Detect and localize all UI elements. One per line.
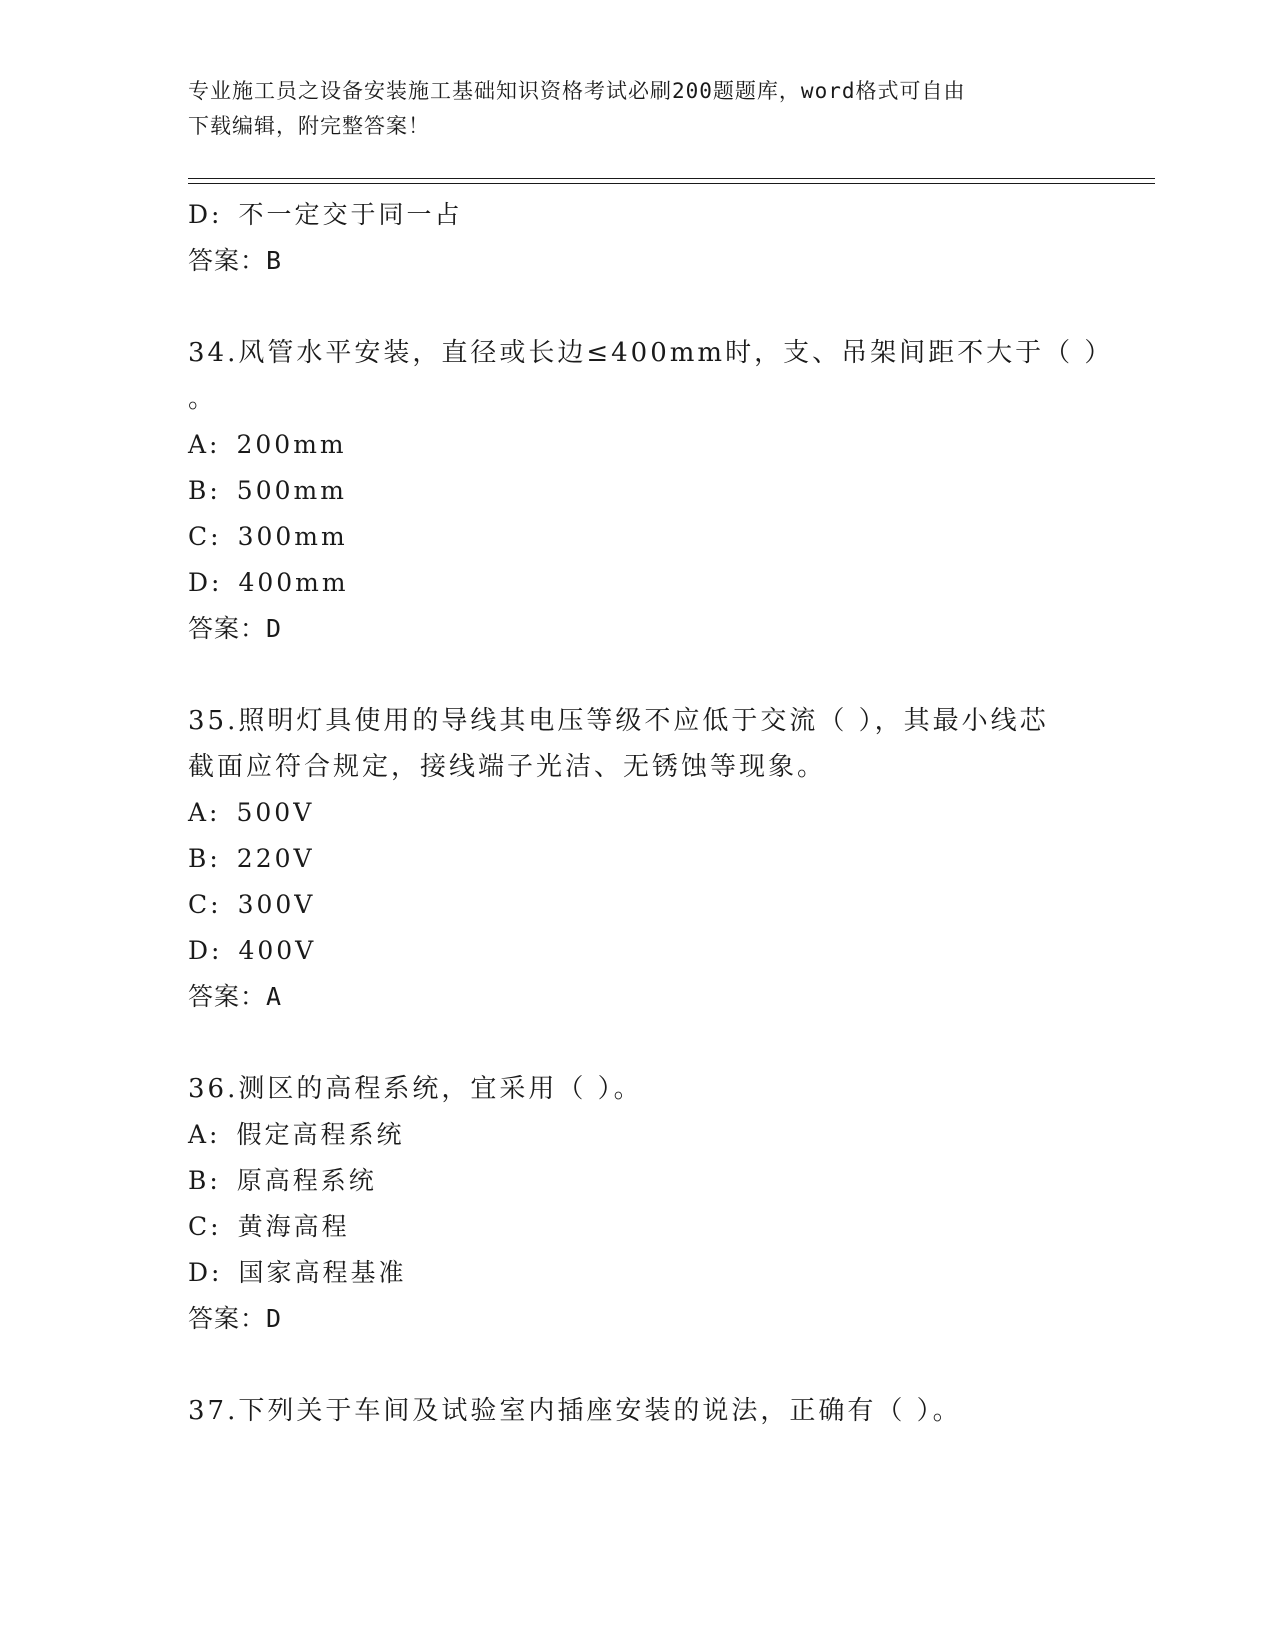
option-text: 400mm [238, 568, 349, 597]
question-34-stem-line-2: 。 [188, 384, 218, 414]
spacer [188, 1020, 1088, 1066]
option-d [188, 928, 1088, 974]
document-header [188, 74, 1088, 144]
option-text: 原高程系统 [236, 1166, 377, 1195]
option-a [188, 790, 1088, 836]
spacer [188, 284, 1088, 330]
option-label: B: [188, 476, 221, 505]
header-line-1: 专业施工员之设备安装施工基础知识资格考试必刷200题题库，word格式可自由 [188, 79, 966, 103]
option-label: A: [188, 798, 221, 827]
option-b [188, 1158, 1088, 1204]
header-divider-bottom [188, 183, 1155, 184]
option-text: 不一定交于同一占 [238, 200, 463, 229]
option-text: 200mm [236, 430, 347, 459]
option-label: D: [188, 200, 223, 229]
option-b [188, 468, 1088, 514]
option-label: A: [188, 1120, 221, 1149]
question-content [188, 192, 1114, 1434]
option-b [188, 836, 1088, 882]
option-d [188, 560, 1088, 606]
question-37-stem-line-1: 37.下列关于车间及试验室内插座安装的说法，正确有（ ）。 [188, 1396, 962, 1426]
option-label: D: [188, 1258, 223, 1287]
option-label: C: [188, 890, 222, 919]
option-text: 300V [237, 890, 316, 919]
question-35-stem-line-1: 35.照明灯具使用的导线其电压等级不应低于交流（ ），其最小线芯 [188, 706, 1049, 736]
answer-line: 答案：A [188, 982, 283, 1011]
option-a [188, 422, 1088, 468]
option-text: 300mm [237, 522, 348, 551]
option-label: B: [188, 844, 221, 873]
option-c [188, 882, 1088, 928]
answer-line: 答案：B [188, 246, 283, 275]
option-d [188, 1250, 1088, 1296]
option-text: 400V [238, 936, 317, 965]
header-line-2: 下载编辑，附完整答案！ [188, 114, 430, 138]
answer-line: 答案：D [188, 1304, 283, 1333]
spacer [188, 652, 1088, 698]
option-label: C: [188, 1212, 222, 1241]
question-36-stem-line-1: 36.测区的高程系统，宜采用（ ）。 [188, 1074, 643, 1104]
option-label: D: [188, 936, 223, 965]
option-c [188, 514, 1088, 560]
option-label: C: [188, 522, 222, 551]
option-text: 220V [236, 844, 315, 873]
header-divider-top [188, 178, 1155, 179]
option-label: D: [188, 568, 223, 597]
option-text: 500mm [236, 476, 347, 505]
option-text: 假定高程系统 [236, 1120, 405, 1149]
option-text: 黄海高程 [237, 1212, 350, 1241]
option-label: A: [188, 430, 221, 459]
option-d [188, 192, 1088, 238]
option-a [188, 1112, 1088, 1158]
option-text: 国家高程基准 [238, 1258, 407, 1287]
question-34-stem-line-1: 34.风管水平安装，直径或长边≤400mm时，支、吊架间距不大于（ ） [188, 338, 1114, 368]
spacer [188, 1342, 1088, 1388]
question-35-stem-line-2: 截面应符合规定，接线端子光洁、无锈蚀等现象。 [188, 752, 827, 782]
option-label: B: [188, 1166, 221, 1195]
option-c [188, 1204, 1088, 1250]
option-text: 500V [236, 798, 315, 827]
answer-line: 答案：D [188, 614, 283, 643]
